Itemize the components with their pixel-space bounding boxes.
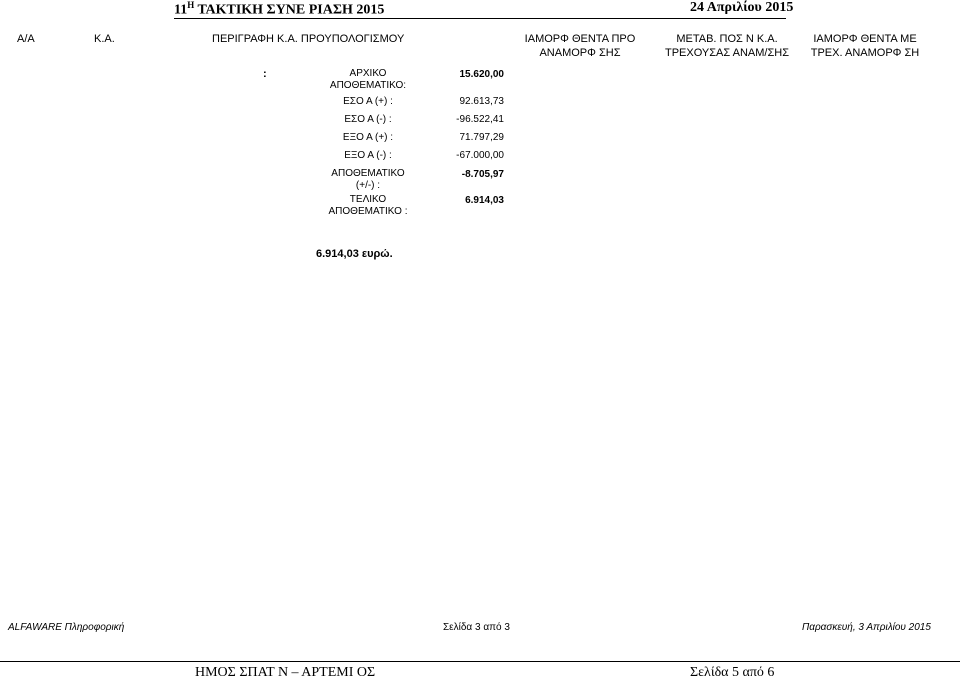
municipality-name: ΗΜΟΣ ΣΠΑΤ Ν – ΑΡΤΕΜΙ ΟΣ [195,665,376,680]
column-header-change-line2: ΤΡΕΧΟΥΣΑΣ ΑΝΑΜ/ΣΗΣ [664,47,790,59]
expense-plus-label: ΕΞΟ Α (+) : [342,132,394,143]
final-reserve-total: 6.914,03 ευρώ. [316,248,393,260]
reserve-change-label-line1: ΑΠΟΘΕΜΑΤΙΚΟ [331,168,405,179]
expense-minus-label: ΕΞΟ Α (-) : [344,150,392,161]
expense-minus-value: -67.000,00 [456,150,504,161]
revenue-plus-value: 92.613,73 [459,96,504,107]
bottom-page-number: Σελίδα 5 από 6 [690,665,775,680]
column-header-amounts-after-line1: ΙΑΜΟΡΦ ΘΕΝΤΑ ΜΕ [813,33,917,45]
final-reserve-value: 6.914,03 [465,195,504,206]
footer-date: Παρασκευή, 3 Απριλίου 2015 [802,622,931,633]
title-text: ΤΑΚΤΙΚΗ ΣΥΝΕ ΡΙΑΣΗ 2015 [194,2,385,18]
footer-page-number: Σελίδα 3 από 3 [443,622,510,633]
column-header-ka: Κ.Α. [94,33,115,45]
reserve-change-value: -8.705,97 [461,169,504,180]
footer-company: ALFAWARE Πληροφορική [8,622,125,633]
expense-plus-value: 71.797,29 [459,132,504,143]
bottom-divider [0,661,960,662]
column-header-amounts-after-line2: ΤΡΕΧ. ΑΝΑΜΟΡΦ ΣΗ [810,47,920,59]
revenue-minus-label: ΕΣΟ Α (-) : [344,114,392,125]
final-reserve-label [313,194,423,218]
column-header-amounts-before [518,32,642,60]
column-header-change [660,32,794,60]
initial-reserve-label-line1: ΑΡΧΙΚΟ [349,68,387,79]
title-number: 11 [174,2,188,18]
title-superscript: Η [187,0,195,10]
initial-reserve-label [313,68,423,92]
initial-reserve-value: 15.620,00 [459,69,504,80]
column-header-change-line1: ΜΕΤΑΒ. ΠΟΣ Ν Κ.Α. [676,33,778,45]
initial-reserve-label-line2: ΑΠΟΘΕΜΑΤΙΚΟ: [329,80,407,91]
meeting-title [174,0,384,19]
summary-colon: : [263,68,267,80]
column-header-amounts-before-line2: ΑΝΑΜΟΡΦ ΣΗΣ [539,47,621,59]
column-header-description: ΠΕΡΙΓΡΑΦΗ Κ.Α. ΠΡΟΥΠΟΛΟΓΙΣΜΟΥ [212,33,405,45]
column-header-aa: Α/Α [17,33,35,45]
reserve-change-label [313,168,423,192]
final-reserve-label-line1: ΤΕΛΙΚΟ [349,194,387,205]
reserve-change-label-line2: (+/-) : [355,180,381,191]
meeting-date: 24 Απριλίου 2015 [690,0,794,15]
column-header-amounts-after [800,32,930,60]
revenue-plus-label: ΕΣΟ Α (+) : [343,96,393,107]
column-header-amounts-before-line1: ΙΑΜΟΡΦ ΘΕΝΤΑ ΠΡΟ [524,33,636,45]
revenue-minus-value: -96.522,41 [456,114,504,125]
title-divider [174,18,786,19]
final-reserve-label-line2: ΑΠΟΘΕΜΑΤΙΚΟ : [328,206,408,217]
